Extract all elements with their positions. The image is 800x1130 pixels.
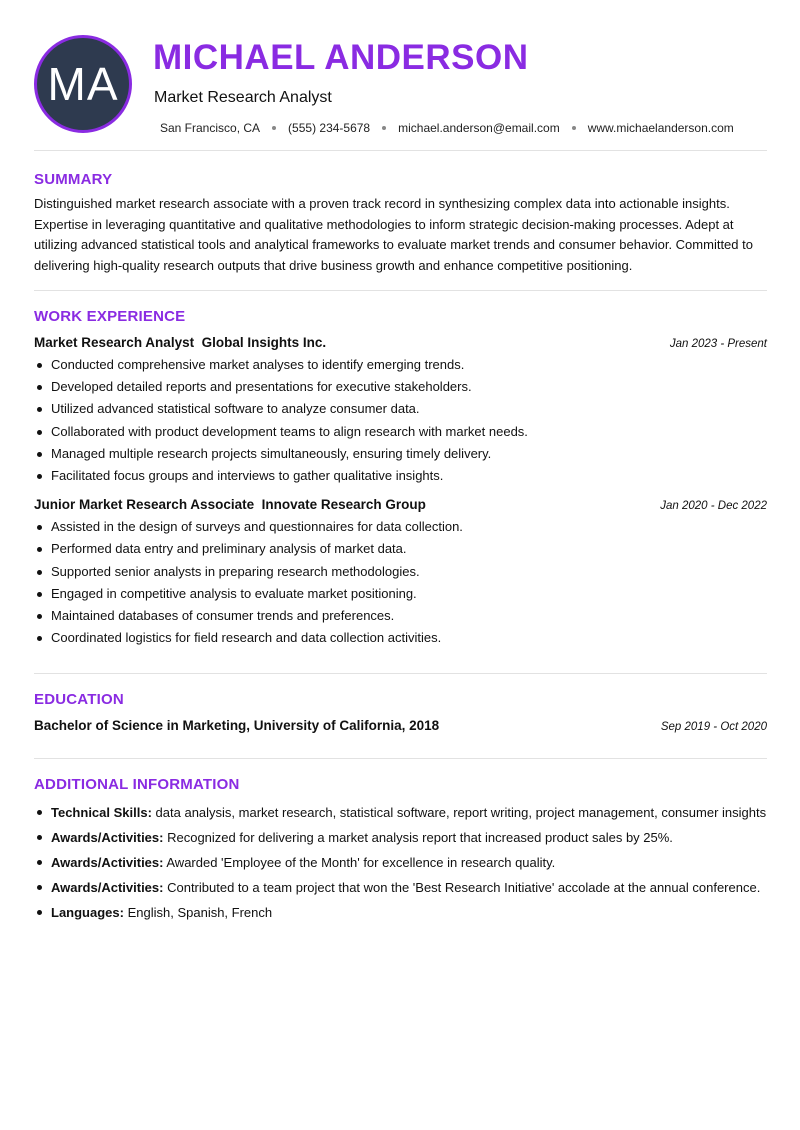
job-company: Innovate Research Group: [261, 497, 426, 513]
additional-section: [34, 759, 767, 922]
job-role-company: [34, 497, 426, 512]
job-header: [34, 335, 767, 350]
job-dates: Jan 2020 - Dec 2022: [660, 500, 767, 513]
job-entry: [34, 497, 767, 649]
list-item: Managed multiple research projects simultaneously, ensuring timely delivery.: [34, 443, 767, 465]
separator-dot-icon: [272, 126, 276, 130]
list-item: Utilized advanced statistical software to analyze consumer data.: [34, 398, 767, 420]
additional-list: [34, 803, 767, 922]
education-section: [34, 674, 767, 733]
job-dates: Jan 2023 - Present: [669, 338, 767, 350]
list-item: [34, 803, 767, 822]
education-degree: Bachelor of Science in Marketing, University of California, 2018: [34, 718, 440, 734]
job-title-subtitle: Market Research Analyst: [154, 89, 332, 106]
contact-website[interactable]: www.michaelanderson.com: [587, 121, 734, 135]
list-item: Supported senior analysts in preparing research methodologies.: [34, 561, 767, 583]
info-label: Awards/Activities:: [51, 855, 164, 871]
list-item: [34, 903, 767, 922]
list-item: Maintained databases of consumer trends and preferences.: [34, 605, 767, 627]
experience-section: [34, 291, 767, 649]
job-company: Global Insights Inc.: [201, 335, 327, 350]
list-item: [34, 853, 767, 872]
education-entry: [34, 718, 767, 733]
info-label: Awards/Activities:: [51, 880, 164, 896]
job-role: Junior Market Research Associate: [34, 497, 255, 513]
avatar: MA: [34, 35, 132, 133]
job-role-company: [34, 335, 326, 350]
info-label: Technical Skills:: [51, 805, 152, 821]
education-dates: Sep 2019 - Oct 2020: [660, 721, 767, 734]
job-bullets: [34, 354, 767, 487]
info-text: data analysis, market research, statistical software, report writing, project management, consumer insights: [155, 805, 767, 821]
list-item: Coordinated logistics for field research and data collection activities.: [34, 627, 767, 649]
summary-text: Distinguished market research associate with a proven track record in synthesizing complex data into actionable insights. Expertise in leveraging quantitative and qualitative methodologies to inform strategic decision-making processes. Adept at utilizing advanced statistical tools and analytical frameworks to evaluate market trends and consumer behavior. Committed to delivering high-quality research outputs that drive business growth and enhance competitive positioning.: [34, 196, 753, 273]
info-text: Recognized for delivering a market analysis report that increased product sales by 25%.: [167, 830, 673, 846]
list-item: Assisted in the design of surveys and questionnaires for data collection.: [34, 516, 767, 538]
section-title-experience: WORK EXPERIENCE: [34, 308, 186, 325]
separator-dot-icon: [382, 126, 386, 130]
info-text: Contributed to a team project that won the 'Best Research Initiative' accolade at the annual conference.: [167, 880, 761, 896]
candidate-name: MICHAEL ANDERSON: [153, 38, 529, 77]
contact-email[interactable]: michael.anderson@email.com: [398, 121, 560, 135]
info-text: English, Spanish, French: [127, 905, 273, 921]
info-label: Awards/Activities:: [51, 830, 164, 846]
list-item: Developed detailed reports and presentations for executive stakeholders.: [34, 376, 767, 398]
job-entry: [34, 335, 767, 487]
summary-section: [34, 151, 767, 276]
list-item: [34, 828, 767, 847]
job-role: Market Research Analyst: [34, 335, 195, 350]
section-title-education: EDUCATION: [34, 691, 124, 709]
job-header: [34, 497, 767, 512]
job-bullets: [34, 516, 767, 649]
separator-dot-icon: [572, 126, 576, 130]
resume-header: [34, 0, 767, 150]
list-item: Performed data entry and preliminary analysis of market data.: [34, 538, 767, 560]
contact-line: [160, 121, 734, 135]
list-item: Collaborated with product development teams to align research with market needs.: [34, 421, 767, 443]
list-item: [34, 878, 767, 897]
list-item: Facilitated focus groups and interviews to gather qualitative insights.: [34, 465, 767, 487]
list-item: Engaged in competitive analysis to evaluate market positioning.: [34, 583, 767, 605]
info-label: Languages:: [51, 905, 124, 921]
contact-phone: (555) 234-5678: [288, 121, 371, 135]
list-item: Conducted comprehensive market analyses to identify emerging trends.: [34, 354, 767, 376]
section-title-summary: SUMMARY: [34, 171, 113, 188]
contact-location: San Francisco, CA: [160, 121, 261, 135]
section-title-additional: ADDITIONAL INFORMATION: [34, 776, 240, 794]
info-text: Awarded 'Employee of the Month' for excellence in research quality.: [166, 855, 556, 871]
